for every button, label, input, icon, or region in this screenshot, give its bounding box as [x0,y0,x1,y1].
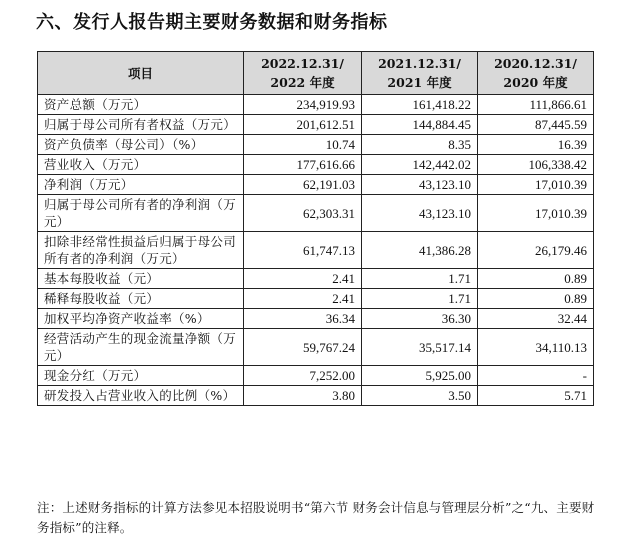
cell-value-2022: 62,191.03 [244,175,362,195]
cell-value-2020: 34,110.13 [478,329,594,366]
cell-value-2021: 144,884.45 [362,115,478,135]
header-col-2021-line2: 2021 年度 [387,75,452,90]
cell-value-2022: 2.41 [244,289,362,309]
header-item: 项目 [38,52,244,95]
header-col-2021 [362,52,478,95]
cell-value-2020: 0.89 [478,269,594,289]
section-title: 六、发行人报告期主要财务数据和财务指标 [36,12,388,33]
cell-value-2022: 234,919.93 [244,95,362,115]
cell-value-2022: 62,303.31 [244,195,362,232]
cell-value-2022: 7,252.00 [244,366,362,386]
cell-value-2022: 10.74 [244,135,362,155]
cell-value-2021: 8.35 [362,135,478,155]
cell-value-2021: 36.30 [362,309,478,329]
table-row [38,175,594,195]
cell-value-2021: 161,418.22 [362,95,478,115]
header-col-2022-line2: 2022 年度 [270,75,335,90]
header-col-2021-line1: 2021.12.31/ [378,56,461,71]
cell-value-2020: 17,010.39 [478,175,594,195]
row-label: 加权平均净资产收益率（%） [38,309,244,329]
cell-value-2020: 87,445.59 [478,115,594,135]
table-header-row [38,52,594,95]
cell-value-2022: 201,612.51 [244,115,362,135]
cell-value-2022: 2.41 [244,269,362,289]
cell-value-2021: 35,517.14 [362,329,478,366]
table-row [38,329,594,366]
cell-value-2022: 177,616.66 [244,155,362,175]
row-label: 营业收入（万元） [38,155,244,175]
cell-value-2020: 17,010.39 [478,195,594,232]
header-col-2022 [244,52,362,95]
cell-value-2021: 43,123.10 [362,175,478,195]
header-col-2022-line1: 2022.12.31/ [261,56,344,71]
row-label: 现金分红（万元） [38,366,244,386]
cell-value-2022: 59,767.24 [244,329,362,366]
cell-value-2021: 43,123.10 [362,195,478,232]
header-col-2020-line1: 2020.12.31/ [494,56,577,71]
cell-value-2020: 5.71 [478,386,594,406]
table-row [38,95,594,115]
table-footnote: 注：上述财务指标的计算方法参见本招股说明书“第六节 财务会计信息与管理层分析”之“九、主要财务指标”的注释。 [37,500,595,535]
financial-data-table [37,51,594,406]
cell-value-2021: 1.71 [362,289,478,309]
cell-value-2020: 106,338.42 [478,155,594,175]
cell-value-2020: 0.89 [478,289,594,309]
table-row [38,366,594,386]
cell-value-2021: 142,442.02 [362,155,478,175]
row-label: 归属于母公司所有者的净利润（万元） [38,195,244,232]
row-label: 基本每股收益（元） [38,269,244,289]
cell-value-2022: 3.80 [244,386,362,406]
table-row [38,195,594,232]
row-label: 经营活动产生的现金流量净额（万元） [38,329,244,366]
cell-value-2020: 16.39 [478,135,594,155]
header-col-2020 [478,52,594,95]
row-label: 资产负债率（母公司）（%） [38,135,244,155]
row-label: 资产总额（万元） [38,95,244,115]
row-label: 净利润（万元） [38,175,244,195]
header-col-2020-line2: 2020 年度 [503,75,568,90]
table-row [38,309,594,329]
table-row [38,155,594,175]
cell-value-2021: 1.71 [362,269,478,289]
row-label: 扣除非经常性损益后归属于母公司所有者的净利润（万元） [38,232,244,269]
cell-value-2022: 36.34 [244,309,362,329]
cell-value-2021: 3.50 [362,386,478,406]
table-row [38,289,594,309]
cell-value-2021: 5,925.00 [362,366,478,386]
cell-value-2021: 41,386.28 [362,232,478,269]
row-label: 研发投入占营业收入的比例（%） [38,386,244,406]
row-label: 稀释每股收益（元） [38,289,244,309]
cell-value-2020: - [478,366,594,386]
cell-value-2020: 111,866.61 [478,95,594,115]
table-row [38,115,594,135]
table-row [38,386,594,406]
table-row [38,232,594,269]
table-row [38,269,594,289]
cell-value-2020: 32.44 [478,309,594,329]
table-row [38,135,594,155]
row-label: 归属于母公司所有者权益（万元） [38,115,244,135]
cell-value-2022: 61,747.13 [244,232,362,269]
cell-value-2020: 26,179.46 [478,232,594,269]
